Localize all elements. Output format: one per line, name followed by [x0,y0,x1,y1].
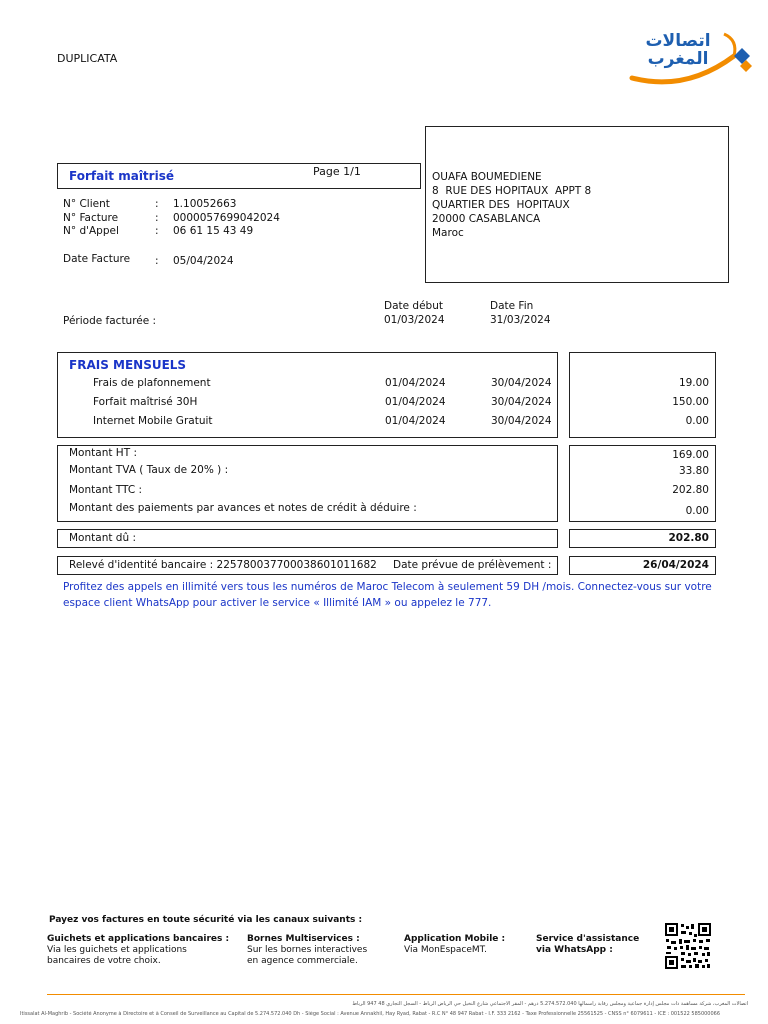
client-number-value: 1.10052663 [173,198,237,210]
period-end-value: 31/03/2024 [490,314,551,326]
channel-bank-title: Guichets et applications bancaires : [47,934,230,944]
ht-value: 169.00 [672,449,709,461]
debit-date-value: 26/04/2024 [642,559,709,571]
tva-value: 33.80 [678,465,709,477]
frais-item-end: 30/04/2024 [491,377,552,389]
plan-title: Forfait maîtrisé [69,169,174,183]
period-label: Période facturée : [63,315,157,327]
call-number-label: N° d'Appel [63,225,119,237]
legal-text-arabic: اتصالات المغرب، شركة مساهمة ذات مجلس إدارة جماعية ومجلس رقابة رأسمالها 5.274.572.040 درهم - المقر الاجتماعي شارع النخيل حي الرياض الرباط - السجل التجاري 48 947 الرباط [352,1001,748,1007]
frais-item-start: 01/04/2024 [385,377,446,389]
invoice-number-value: 0000057699042024 [173,212,280,224]
amount-due-box [57,529,558,548]
channel-kiosk-title: Bornes Multiservices : [247,934,360,944]
logo-text-line1: اتصالات [645,31,711,51]
separator: : [155,255,159,267]
payment-channels-title: Payez vos factures en toute sécurité via les canaux suivants : [49,915,363,925]
client-number-label: N° Client [63,198,110,210]
frais-item-label: Internet Mobile Gratuit [93,415,213,427]
frais-item-label: Frais de plafonnement [93,377,211,389]
amount-due-label: Montant dû : [69,532,136,544]
frais-box [57,352,558,438]
channel-bank-text: bancaires de votre choix. [47,956,161,966]
invoice-date-label: Date Facture [63,253,131,265]
footer-divider [47,994,745,995]
ht-label: Montant HT : [69,447,137,459]
period-start-label: Date début [384,300,443,312]
frais-item-amount: 0.00 [685,415,709,427]
logo-text [632,32,724,68]
channel-bank-text: Via les guichets et applications [47,945,187,955]
address-block [432,170,591,240]
channel-kiosk-text: Sur les bornes interactives [247,945,368,955]
period-start-value: 01/03/2024 [384,314,445,326]
channel-whatsapp-title: Service d'assistance [536,934,640,944]
whatsapp-qr-code[interactable] [664,922,712,970]
debit-date-box [569,556,716,575]
channel-kiosk [247,934,367,967]
frais-item-start: 01/04/2024 [385,415,446,427]
debit-date-label: Date prévue de prélèvement : [393,559,552,571]
address-line3: 20000 CASABLANCA [432,213,541,225]
qr-code-icon [664,922,712,970]
channel-kiosk-text: en agence commerciale. [247,956,358,966]
promo-message [63,579,712,611]
frais-title: FRAIS MENSUELS [69,358,187,372]
legal-text-french: Itissalat Al-Maghrib - Société Anonyme à Directoire et à Conseil de Surveillance au Capital de 5.274.572.040 Dh - Siège Social : Avenue Annakhil, Hay Ryad, Rabat - R.C N° 48 947 Rabat - I.F. 333 2162 - Taxe Professionnelle 25561525 - CNSS n° 6079611 - ICE : 001522 585000066 [20,1011,721,1017]
amount-due-value-box [569,529,716,548]
address-country: Maroc [432,227,464,239]
totals-box [57,445,558,522]
paiements-label: Montant des paiements par avances et notes de crédit à déduire : [69,502,417,514]
plan-box [57,163,421,189]
separator: : [155,225,159,237]
address-line1: 8 RUE DES HOPITAUX APPT 8 [432,185,592,197]
separator: : [155,212,159,224]
ttc-label: Montant TTC : [69,484,143,496]
address-line2: QUARTIER DES HOPITAUX [432,199,570,211]
channel-bank [47,934,229,967]
tva-label: Montant TVA ( Taux de 20% ) : [69,464,229,476]
channel-app-title: Application Mobile : [404,934,506,944]
address-name: OUAFA BOUMEDIENE [432,171,542,183]
page-number: Page 1/1 [313,165,361,178]
call-number-value: 06 61 15 43 49 [173,225,254,237]
paiements-value: 0.00 [685,505,709,517]
invoice-date-value: 05/04/2024 [173,255,234,267]
promo-line2: espace client WhatsApp pour activer le service « Illimité IAM » ou appelez le 777. [63,597,492,609]
channel-whatsapp [536,934,639,956]
channel-app [404,934,505,956]
amount-due-value: 202.80 [668,532,709,544]
address-box [425,126,729,283]
frais-item-end: 30/04/2024 [491,415,552,427]
promo-line1: Profitez des appels en illimité vers tous les numéros de Maroc Telecom à seulement 59 DH /mois. Connectez-vous sur votre [63,581,712,593]
channel-whatsapp-text: via WhatsApp : [536,945,613,955]
frais-amounts-box [569,352,716,438]
rib-box [57,556,558,575]
duplicata-label: DUPLICATA [57,52,118,65]
frais-item-amount: 19.00 [678,377,709,389]
separator: : [155,198,159,210]
frais-item-start: 01/04/2024 [385,396,446,408]
frais-item-amount: 150.00 [672,396,709,408]
maroc-telecom-logo [626,26,756,88]
frais-item-end: 30/04/2024 [491,396,552,408]
logo-text-line2: المغرب [647,49,709,69]
invoice-number-label: N° Facture [63,212,119,224]
rib-label: Relevé d'identité bancaire : 225780037700038601011682 [69,559,377,571]
totals-amounts-box [569,445,716,522]
ttc-value: 202.80 [672,484,709,496]
channel-app-text: Via MonEspaceMT. [404,945,487,955]
period-end-label: Date Fin [490,300,534,312]
frais-item-label: Forfait maîtrisé 30H [93,396,198,408]
